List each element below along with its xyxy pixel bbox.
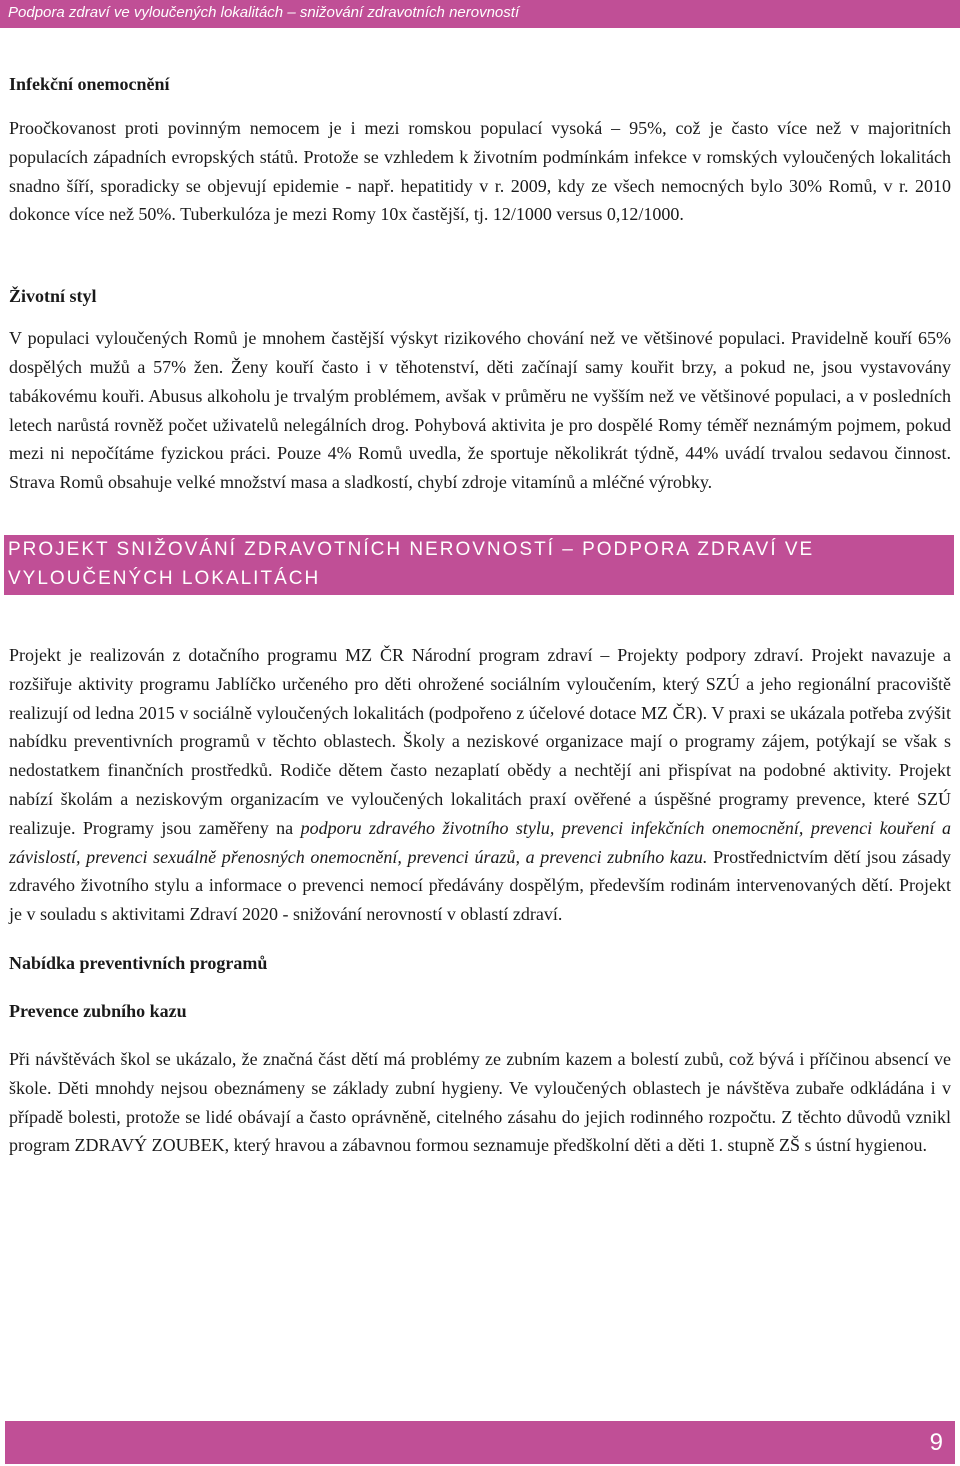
paragraph-projekt bbox=[9, 641, 951, 929]
heading-prevence-zubniho-kazu: Prevence zubního kazu bbox=[9, 1000, 187, 1021]
section-banner-projekt: PROJEKT SNIŽOVÁNÍ ZDRAVOTNÍCH NEROVNOSTÍ – PODPORA ZDRAVÍ VE VYLOUČENÝCH LOKALITÁCH bbox=[4, 535, 954, 595]
paragraph-prevence-zubniho-kazu: Při návštěvách škol se ukázalo, že značná část dětí má problémy ze zubním kazem a bolestí zubů, což bývá i příčinou absencí ve škole. Děti mnohdy nejsou obeznámeny se základy zubní hygieny. Ve vyloučených oblastech je návštěva zubaře odkládána i v případě bolesti, protože se lidé obávají a často oprávněně, citelného zásahu do jejich rodinného rozpočtu. Z těchto důvodů vznikl program ZDRAVÝ ZOUBEK, který hravou a zábavnou formou seznamuje předškolní děti a děti 1. stupně ZŠ s ústní hygienou. bbox=[9, 1048, 951, 1156]
footer-band bbox=[5, 1421, 955, 1464]
projekt-text-emphasis: podporu zdravého životního stylu, prevenci infekčních onemocnění, prevenci kouření a závislostí, prevenci sexuálně přenosných onemocnění, prevenci úrazů, a prevenci zubního kazu. bbox=[9, 817, 951, 867]
paragraph-zivotni-styl: V populaci vyloučených Romů je mnohem častější výskyt rizikového chování než ve většinové populaci. Pravidelně kouří 65% dospělých mužů a 57% žen. Ženy kouří často i v těhotenství, děti začínají samy kouřit brzy, a pokud ne, jsou vystavovány tabákovému kouři. Abusus alkoholu je trvalým problémem, avšak v průměru ne vyšším než ve většinové populaci, a v posledních letech narůstá rovněž počet uživatelů nelegálních drog. Pohybová aktivita je pro dospělé Romy téměř neznámým pojmem, pokud mezi ni nepočítáme fyzickou práci. Pouze 4% Romů uvedla, že sportuje několikrát týdně, 44% uvádí trvalou sedavou činnost. Strava Romů obsahuje velké množství masa a sladkostí, chybí zdroje vitamínů a mléčné výrobky. bbox=[9, 328, 951, 493]
paragraph-infekcni-onemocneni: Proočkovanost proti povinným nemocem je i mezi romskou populací vysoká – 95%, což je často více než v majoritních populacích západních evropských států. Protože se vzhledem k životním podmínkám infekce v romských vyloučených lokalitách snadno šíří, sporadicky se objevují epidemie - např. hepatitidy v r. 2009, kdy ze všech nemocných bylo 30% Romů, v r. 2010 dokonce více než 50%. Tuberkulóza je mezi Romy 10x častější, tj. 12/1000 versus 0,12/1000. bbox=[9, 118, 951, 225]
heading-nabidka-programu: Nabídka preventivních programů bbox=[9, 952, 268, 973]
header-band bbox=[0, 0, 960, 28]
header-title: Podpora zdraví ve vyloučených lokalitách – snižování zdravotních nerovností bbox=[8, 4, 520, 21]
heading-zivotni-styl: Životní styl bbox=[9, 286, 97, 307]
page-number: 9 bbox=[929, 1429, 943, 1456]
heading-infekcni-onemocneni: Infekční onemocnění bbox=[9, 74, 170, 94]
document-body bbox=[9, 70, 951, 1160]
projekt-text-part2: Prostřednictvím dětí jsou zásady zdravého životního stylu a informace o prevenci nemocí předávány dospělým, především rodinám intervenovaných dětí. Projekt je v souladu s aktivitami Zdraví 2020 - snižování nerovností v oblastí zdraví. bbox=[9, 846, 951, 925]
projekt-text-part1: Projekt je realizován z dotačního programu MZ ČR Národní program zdraví – Projekty podpory zdraví. Projekt navazuje a rozšiřuje aktivity programu Jablíčko určeného pro děti ohrožené sociálním vyloučením, který SZÚ a jeho regionální pracoviště realizují od ledna 2015 v sociálně vyloučených lokalitách (podpořeno z účelové dotace MZ ČR). V praxi se ukázala potřeba zvýšit nabídku preventivních programů v těchto oblastech. Školy a neziskové organizace mají o programy zájem, potýkají se však s nedostatkem finančních prostředků. Rodiče dětem často nezaplatí obědy a nechtějí ani přispívat na podobné aktivity. Projekt nabízí školám a neziskovým organizacím ve vyloučených lokalitách praxí ověřené a úspěšné programy prevence, které SZÚ realizuje. Programy jsou zaměřeny na bbox=[9, 644, 951, 838]
